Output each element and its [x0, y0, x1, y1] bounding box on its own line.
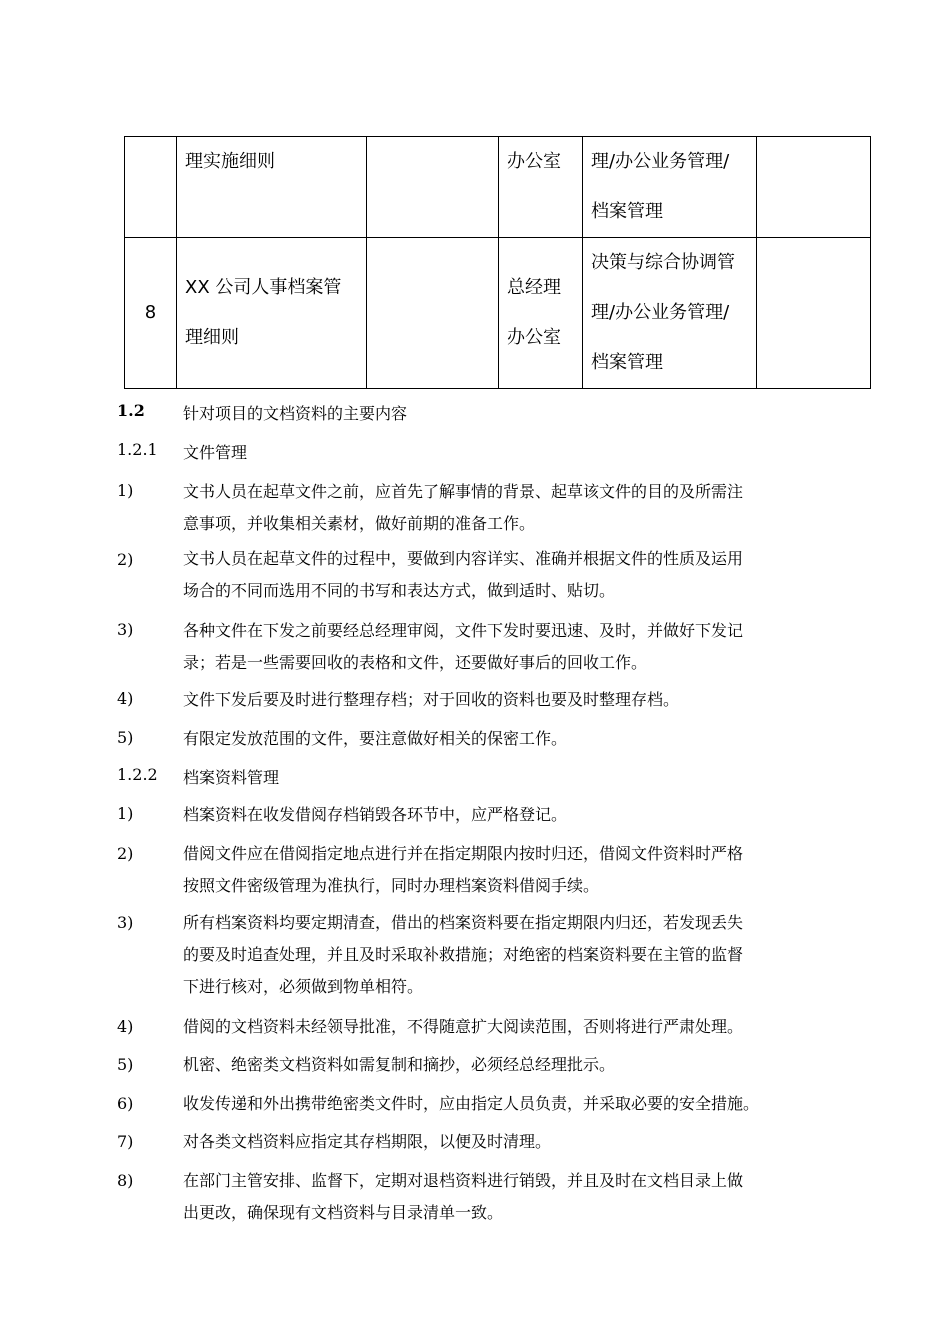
list-item-line: 对各类文档资料应指定其存档期限，以便及时清理。 [183, 1132, 552, 1151]
regulation-name-line: XX 公司人事档案管 [185, 277, 342, 298]
list-item-line: 出更改，确保现有文档资料与目录清单一致。 [183, 1203, 504, 1222]
list-item-line: 意事项，并收集相关素材，做好前期的准备工作。 [183, 514, 536, 533]
department-line: 办公室 [507, 151, 561, 172]
department-line: 办公室 [507, 327, 561, 348]
list-item-line: 文件下发后要及时进行整理存档；对于回收的资料也要及时整理存档。 [183, 690, 680, 709]
list-item-label: 3) [117, 913, 134, 932]
category-line: 理/办公业务管理/ [591, 302, 730, 323]
section-title: 针对项目的文档资料的主要内容 [183, 404, 408, 423]
archive-regulations-table [124, 136, 871, 389]
category-line: 档案管理 [591, 201, 663, 222]
list-item-label: 3) [117, 620, 134, 639]
list-item-line: 借阅文件应在借阅指定地点进行并在指定期限内按时归还，借阅文件资料时严格 [183, 844, 744, 863]
list-item-label: 5) [117, 1055, 134, 1074]
regulation-name-line: 理实施细则 [185, 151, 275, 172]
list-item-label: 2) [117, 844, 134, 863]
list-item-line: 在部门主管安排、监督下，定期对退档资料进行销毁，并且及时在文档目录上做 [183, 1171, 744, 1190]
category-cell [583, 238, 757, 389]
list-item-label: 2) [117, 550, 134, 569]
list-item-line: 借阅的文档资料未经领导批准，不得随意扩大阅读范围，否则将进行严肃处理。 [183, 1017, 744, 1036]
section-number: 1.2 [117, 401, 145, 420]
list-item-label: 1) [117, 804, 134, 823]
list-item-label: 6) [117, 1094, 134, 1113]
row-number-cell [125, 137, 177, 238]
subsection-number: 1.2.2 [117, 765, 158, 784]
regulation-name-cell [177, 137, 367, 238]
list-item-label: 4) [117, 1017, 134, 1036]
row-number-cell: 8 [125, 238, 177, 389]
list-item-line: 所有档案资料均要定期清查，借出的档案资料要在指定期限内归还，若发现丢失 [183, 913, 744, 932]
list-item-label: 5) [117, 728, 134, 747]
subsection-title: 档案资料管理 [183, 768, 280, 787]
list-item-line: 场合的不同而选用不同的书写和表达方式，做到适时、贴切。 [183, 581, 616, 600]
list-item-line: 的要及时追查处理，并且及时采取补救措施；对绝密的档案资料要在主管的监督 [183, 945, 744, 964]
list-item-line: 各种文件在下发之前要经总经理审阅，文件下发时要迅速、及时，并做好下发记 [183, 621, 744, 640]
subsection-number: 1.2.1 [117, 440, 158, 459]
list-item-line: 文书人员在起草文件的过程中，要做到内容详实、准确并根据文件的性质及运用 [183, 549, 744, 568]
list-item-line: 档案资料在收发借阅存档销毁各环节中，应严格登记。 [183, 805, 568, 824]
empty-cell [757, 137, 871, 238]
list-item-line: 文书人员在起草文件之前，应首先了解事情的背景、起草该文件的目的及所需注 [183, 482, 744, 501]
regulation-name-cell [177, 238, 367, 389]
list-item-label: 4) [117, 689, 134, 708]
category-cell [583, 137, 757, 238]
list-item-line: 机密、绝密类文档资料如需复制和摘抄，必须经总经理批示。 [183, 1055, 616, 1074]
empty-cell [367, 137, 499, 238]
department-cell [499, 137, 583, 238]
list-item-line: 有限定发放范围的文件，要注意做好相关的保密工作。 [183, 729, 568, 748]
list-item-label: 7) [117, 1132, 134, 1151]
list-item-line: 录；若是一些需要回收的表格和文件，还要做好事后的回收工作。 [183, 653, 648, 672]
list-item-line: 按照文件密级管理为准执行，同时办理档案资料借阅手续。 [183, 876, 600, 895]
department-line: 总经理 [507, 277, 561, 298]
table-row [125, 137, 871, 238]
empty-cell [367, 238, 499, 389]
regulation-name-line: 理细则 [185, 327, 239, 348]
list-item-label: 1) [117, 481, 134, 500]
list-item-line: 下进行核对，必须做到物单相符。 [183, 977, 424, 996]
department-cell [499, 238, 583, 389]
category-line: 决策与综合协调管 [591, 252, 735, 273]
subsection-title: 文件管理 [183, 443, 248, 462]
list-item-label: 8) [117, 1171, 134, 1190]
table-row [125, 238, 871, 389]
category-line: 档案管理 [591, 352, 663, 373]
category-line: 理/办公业务管理/ [591, 151, 730, 172]
list-item-line: 收发传递和外出携带绝密类文件时，应由指定人员负责，并采取必要的安全措施。 [183, 1094, 760, 1113]
empty-cell [757, 238, 871, 389]
